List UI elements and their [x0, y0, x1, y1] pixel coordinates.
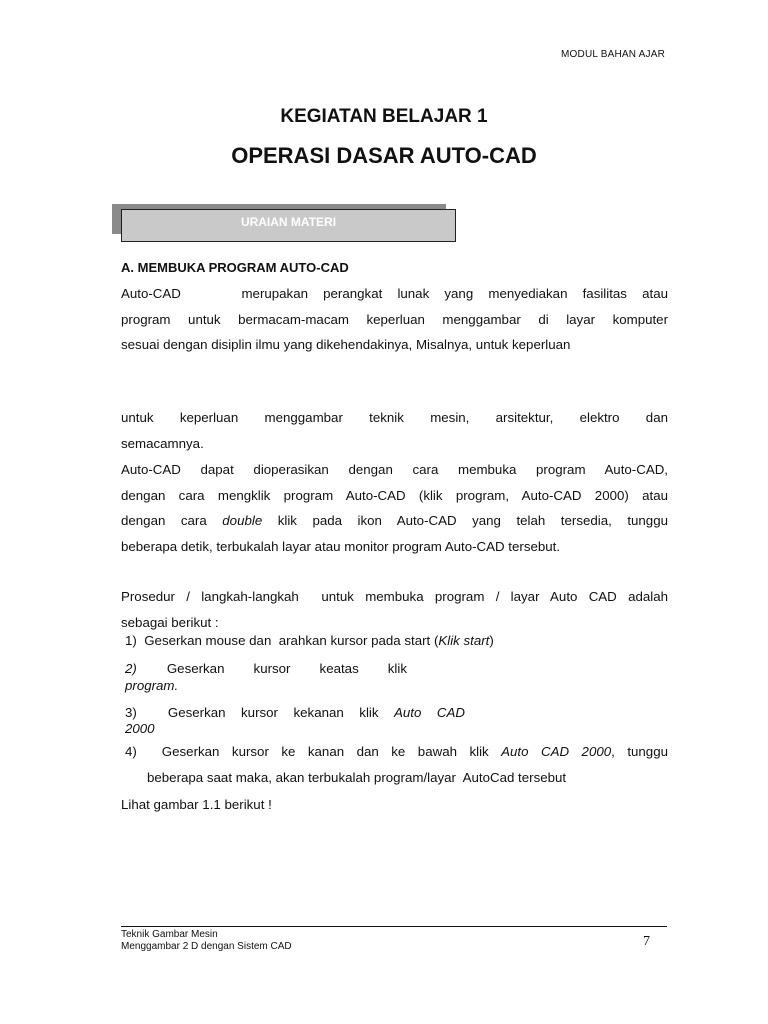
text-run: 3) Geserkan kursor kekanan klik [125, 705, 395, 720]
paragraph-line: Auto-CAD merupakan perangkat lunak yang menyediakan fasilitas atau [121, 286, 668, 301]
section-box [121, 209, 456, 242]
paragraph-line: sebagai berikut : [121, 614, 219, 630]
text-run: 4) Geserkan kursor ke kanan dan ke bawah klik [125, 744, 502, 759]
chapter-title: KEGIATAN BELAJAR 1 [280, 106, 488, 127]
step-4 [125, 744, 668, 759]
text-run: Geserkan kursor keatas klik [166, 661, 407, 676]
paragraph-operation [121, 457, 668, 559]
paragraph-procedure [121, 584, 668, 635]
header-label: MODUL BAHAN AJAR [561, 49, 665, 60]
chapter-subtitle: OPERASI DASAR AUTO-CAD [231, 143, 537, 168]
page-number: 7 [643, 934, 650, 949]
paragraph-line: program untuk bermacam-macam keperluan menggambar di layar komputer [121, 311, 668, 327]
paragraph-line: Prosedur / langkah-langkah untuk membuka program / layar Auto CAD adalah [121, 589, 668, 604]
footer-course-title: Teknik Gambar Mesin [121, 929, 218, 940]
section-heading: A. MEMBUKA PROGRAM AUTO-CAD [121, 260, 349, 275]
emphasis-text: double [222, 513, 263, 528]
text-run: , tunggu [611, 744, 668, 759]
closing-note: Lihat gambar 1.1 berikut ! [121, 797, 272, 812]
emphasis-text: Auto CAD [394, 705, 465, 720]
paragraph-line: untuk keperluan menggambar teknik mesin, arsitektur, elektro dan [121, 410, 668, 425]
step-4-continuation: beberapa saat maka, akan terbukalah program/layar AutoCad tersebut [147, 770, 567, 785]
footer-module-title: Menggambar 2 D dengan Sistem CAD [121, 941, 292, 952]
step-2-continuation: program. [125, 678, 179, 693]
text-run: dengan cara [121, 513, 223, 528]
section-box-label: URAIAN MATERI [240, 215, 337, 229]
paragraph-line: dengan cara mengklik program Auto-CAD (klik program, Auto-CAD 2000) atau [121, 487, 668, 503]
paragraph-line: semacamnya. [121, 435, 204, 451]
step-number: 2) [125, 661, 137, 676]
footer-divider [121, 926, 667, 927]
paragraph-intro [121, 281, 668, 358]
step-1 [125, 633, 494, 648]
paragraph-continuation [121, 405, 668, 456]
step-3 [125, 705, 465, 720]
emphasis-text: Auto CAD 2000 [501, 744, 612, 759]
emphasis-text: Klik start [438, 633, 490, 648]
paragraph-line: Auto-CAD dapat dioperasikan dengan cara membuka program Auto-CAD, [121, 462, 668, 477]
step-2 [125, 661, 407, 676]
step-3-continuation: 2000 [125, 721, 155, 736]
text-run: 1) Geserkan mouse dan arahkan kursor pada start ( [125, 633, 439, 648]
paragraph-line [121, 508, 668, 534]
text-run: klik pada ikon Auto-CAD yang telah tersedia, tunggu [262, 513, 668, 528]
text-run: ) [489, 633, 494, 648]
paragraph-line: sesuai dengan disiplin ilmu yang dikehendakinya, Misalnya, untuk keperluan [121, 337, 571, 352]
paragraph-line: beberapa detik, terbukalah layar atau monitor program Auto-CAD tersebut. [121, 538, 561, 554]
